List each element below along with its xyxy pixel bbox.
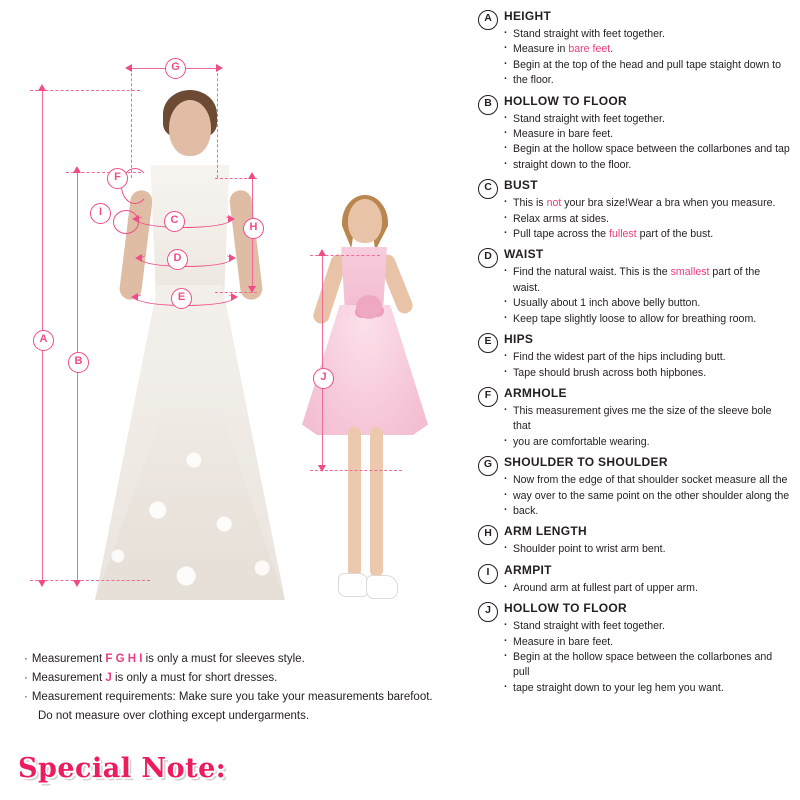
guide-entry-h [478,523,790,557]
guide-item [504,581,790,596]
guide-items [504,404,790,450]
guide-item [504,158,790,173]
right-shoe [366,575,398,599]
guide-items [504,350,790,381]
measure-arrow-h-top [248,172,256,179]
note-1-codes: F G H I [105,653,143,665]
note-line-3 [24,688,454,707]
guide-title-i: ARMPIT [504,562,552,577]
guide-title-j: HOLLOW TO FLOOR [504,601,627,616]
item-text-pre: Measure in bare feet. [513,635,614,648]
guide-items [504,265,790,327]
guide-entry-j [478,600,790,696]
measure-drop-g-left [131,68,132,178]
item-text-pre: Keep tape slightly loose to allow for breathing room. [513,312,757,325]
marker-d: D [167,249,188,270]
item-text-pre: Measure in [513,43,569,56]
guide-item [504,127,790,142]
note-2-pre: Measurement [31,672,106,684]
right-leg [370,427,383,577]
item-text-pre: This is [513,197,547,210]
measure-arrow-j-bottom [318,465,326,472]
measure-line-j [322,255,323,465]
flower-applique [356,295,382,319]
measure-tick-a-top [30,90,140,91]
marker-c: C [164,211,185,232]
marker-e: E [171,288,192,309]
measure-tick-a-bottom [30,580,150,581]
guide-title-d: WAIST [504,247,544,262]
guide-title-h: ARM LENGTH [504,524,587,539]
note-3-text: Measurement requirements: Make sure you take your measurements barefoot. [31,691,433,703]
item-text-pre: This measurement gives me the size of the sleeve bole that [513,404,772,433]
measure-arrow-d-right [229,254,236,262]
bodice [143,165,237,305]
guide-entry-f [478,385,790,450]
note-2-post: is only a must for short dresses. [111,672,278,684]
marker-g: G [165,58,186,79]
item-text-post: part of the waist. [513,266,761,294]
guide-item [504,227,790,242]
marker-f: F [107,168,128,189]
guide-item [504,58,790,73]
guide-entry-i [478,562,790,596]
item-text-pre: way over to the same point on the other shoulder along the [513,489,790,502]
guide-item [504,489,790,504]
measure-arrow-g-right [216,64,223,72]
guide-entry-b [478,93,790,174]
special-note-text: Special Note: [18,752,227,784]
item-text-pre: Shoulder point to wrist arm bent. [513,543,666,556]
guide-items [504,473,790,519]
guide-item [504,473,790,488]
note-line-1 [24,650,454,669]
measure-line-b [77,172,78,580]
item-text-pre: tape straight down to your leg hem you want. [513,681,724,694]
guide-entry-g [478,454,790,519]
item-text-highlight: smallest [670,266,710,279]
guide-item [504,650,790,681]
guide-item [504,350,790,365]
item-text-pre: you are comfortable wearing. [513,435,650,448]
item-text-pre: Pull tape across the [513,228,609,241]
guide-entry-a [478,8,790,89]
guide-items [504,196,790,242]
guide-badge-g: G [478,456,498,476]
guide-item [504,404,790,435]
guide-badge-e: E [478,333,498,353]
item-text-pre: the floor. [513,74,554,87]
item-text-pre: Stand straight with feet together. [513,620,665,633]
guide-badge-d: D [478,248,498,268]
guide-items [504,27,790,89]
note-4-text: Do not measure over clothing except undergarments. [38,710,310,722]
item-text-pre: Measure in bare feet. [513,128,614,141]
item-text-pre: back. [513,504,539,517]
guide-entry-c [478,177,790,242]
guide-item [504,681,790,696]
marker-j: J [313,368,334,389]
note-2-codes: J [105,672,112,684]
item-text-post: part of the bust. [636,228,714,241]
item-text-pre: Begin at the hollow space between the collarbones and tap [513,143,790,156]
measure-arrow-b-top [73,166,81,173]
measure-arrow-h-bottom [248,286,256,293]
guide-item [504,296,790,311]
guide-item [504,265,790,296]
note-1-pre: Measurement [31,653,106,665]
measure-arrow-a-bottom [38,580,46,587]
guide-items [504,542,790,557]
measurement-notes [24,650,454,726]
measure-drop-g-right [217,68,218,178]
note-line-2 [24,669,454,688]
item-text-pre: Relax arms at sides. [513,212,609,225]
guide-item [504,504,790,519]
measure-arrow-j-top [318,249,326,256]
item-text-pre: Begin at the hollow space between the collarbones and pull [513,650,773,679]
guide-items [504,619,790,696]
guide-title-a: HEIGHT [504,9,552,23]
item-text-pre: Tape should brush across both hipbones. [513,366,707,379]
note-line-4 [24,707,454,726]
bullet-icon: · [24,672,28,684]
guide-item [504,366,790,381]
guide-item [504,435,790,450]
guide-badge-i: I [478,564,498,584]
guide-badge-j: J [478,602,498,622]
marker-i: I [90,203,111,224]
guide-item [504,27,790,42]
guide-item [504,73,790,88]
guide-item [504,542,790,557]
bullet-icon: · [24,653,28,665]
note-1-post: is only a must for sleeves style. [142,653,305,665]
guide-title-f: ARMHOLE [504,385,567,400]
guide-items [504,581,790,596]
item-text-highlight: not [546,197,562,210]
marker-h: H [243,218,264,239]
measure-arrow-e-right [231,293,238,301]
item-text-post: . [610,43,614,56]
measure-arrow-e-left [131,293,138,301]
item-text-pre: Find the widest part of the hips including butt. [513,351,726,364]
guide-title-g: SHOULDER TO SHOULDER [504,455,668,470]
guide-badge-b: B [478,95,498,115]
item-text-pre: Usually about 1 inch above belly button. [513,297,701,310]
marker-b: B [68,352,89,373]
measure-arrow-d-left [135,254,142,262]
guide-item [504,212,790,227]
guide-item [504,42,790,57]
item-text-pre: Now from the edge of that shoulder socket measure all the [513,474,788,487]
guide-item [504,635,790,650]
guide-entry-e [478,331,790,381]
guide-item [504,112,790,127]
head [169,100,211,156]
left-leg [348,427,361,577]
item-text-pre: Stand straight with feet together. [513,112,665,125]
measure-arrow-c-right [228,215,235,223]
guide-title-e: HIPS [504,332,534,347]
measure-arrow-b-bottom [73,580,81,587]
item-text-pre: Begin at the top of the head and pull tape staight down to [513,58,781,71]
short-dress-figure [300,195,430,625]
guide-items [504,112,790,174]
guide-badge-h: H [478,525,498,545]
bullet-icon: · [24,691,28,703]
item-text-pre: straight down to the floor. [513,158,632,171]
guide-badge-c: C [478,179,498,199]
item-text-highlight: fullest [609,228,637,241]
left-arm [118,189,153,301]
item-text-highlight: bare feet [568,43,611,56]
guide-item [504,312,790,327]
item-text-pre: Find the natural waist. This is the [513,266,671,279]
measure-arrow-c-left [132,215,139,223]
guide-badge-a: A [478,10,498,30]
measurement-definitions-list [478,8,790,798]
guide-title-b: HOLLOW TO FLOOR [504,93,627,108]
guide-badge-f: F [478,387,498,407]
special-note-banner [0,746,300,790]
long-gown-figure [95,70,285,600]
measure-arrow-a-top [38,84,46,91]
guide-item [504,619,790,634]
measure-arrow-g-left [125,64,132,72]
guide-item [504,142,790,157]
item-text-pre: Around arm at fullest part of upper arm. [513,581,698,594]
guide-title-c: BUST [504,178,538,193]
guide-entry-d [478,246,790,327]
head [348,199,382,243]
item-text-post: your bra size!Wear a bra when you measure. [561,197,776,210]
item-text-pre: Stand straight with feet together. [513,28,665,40]
marker-a: A [33,330,54,351]
guide-item [504,196,790,211]
right-arm [228,189,263,301]
